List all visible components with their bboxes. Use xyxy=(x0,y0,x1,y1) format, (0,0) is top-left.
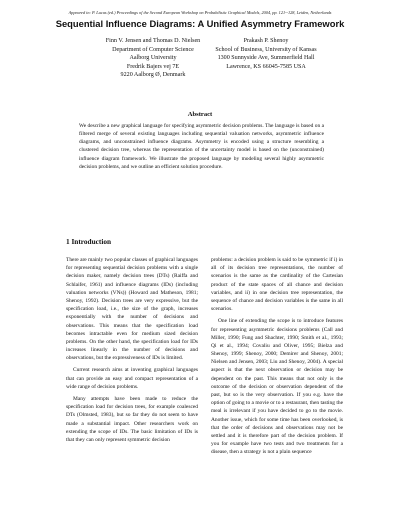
abstract-heading: Abstract xyxy=(187,111,213,118)
left-column xyxy=(66,256,198,444)
author-names: Finn V. Jensen and Thomas D. Nielsen xyxy=(105,38,201,44)
author-section xyxy=(0,37,400,97)
affiliation-line: School of Business, University of Kansas xyxy=(215,46,317,53)
paragraph: problems: a decision problem is said to be symmetric if i) in all of its decision tree representations, the number of scenarios is the same as the cardinality of the Cartesian product of the state spaces of all chance and decision variables, and ii) in one decision tree representation, the sequence of chance and decision variables is the same in all scenarios. xyxy=(211,257,343,313)
affiliation-line: Lawrence, KS 66045-7585 USA xyxy=(226,63,306,70)
running-head: Appeared in: P. Lucas (ed.) Proceedings of the Second European Workshop on Probabilistic Graphical Models, 2004, pp. 121--128, Leiden, Netherlands xyxy=(68,10,332,15)
affiliation-line: Fredrik Bajers vej 7E xyxy=(126,63,180,70)
right-column xyxy=(211,256,343,457)
paragraph: There are mainly two popular classes of graphical languages for representing sequential decision problems with a single decision maker, namely decision trees (DTs) (Raiffa and Schlaifer, 1961) and influence diagrams (IDs) (including valuation networks (VNs)) (Howard and Matheson, 1981; Shenoy, 1992). Decision trees are very expressive, but the specification load, i.e., the size of the graph, increases exponentially with the number of decisions and observations. This means that the specification load becomes intractable even for medium sized decision problems. On the other hand, the specification load for IDs increases linearly in the number of decisions and observations, but the expressiveness of IDs is limited. xyxy=(66,257,198,362)
author-block-2 xyxy=(206,37,326,71)
affiliation-line: Aalborg University xyxy=(129,55,177,61)
abstract-text: We describe a new graphical language for specifying asymmetric decision problems. The language is based on a filtered merge of several existing languages including sequential valuation networks, asymmetric influence diagrams, and unconstrained influence diagrams. Asymmetry is encoded using a structure resembling a clustered decision tree, whereas the representation of the uncertainty model is based on the (unconstrained) influence diagram framework. We illustrate the proposed language by modeling several highly asymmetric decision problems, and we outline an efficient solution procedure. xyxy=(79,123,324,170)
paragraph: Current research aims at inventing graphical languages that can provide an easy and compact representation of a wide range of decision problems. xyxy=(66,367,198,390)
section-heading: 1 Introduction xyxy=(66,237,112,246)
author-names: Prakash P. Shenoy xyxy=(243,38,289,44)
abstract xyxy=(79,122,324,171)
author-block-1 xyxy=(98,37,208,80)
paragraph: One line of extending the scope is to introduce features for representing asymmetric decisions problems (Call and Miller, 1990; Fung and Shachter, 1990; Smith et al., 1993; Qi et al., 1994; Covaliu and Oliver, 1995; Bielza and Shenoy, 1999; Shenoy, 2000; Demirer and Shenoy, 2001; Nielsen and Jensen, 2003; Liu and Shenoy, 2004). A special aspect is that the next observation or decision may be dependent on the past. This means that not only is the outcome of the decision or observation dependent of the past, but so is the very observation. If you e.g. have the option of going to a movie or to a restaurant, then tasting the meal is irrelevant if you have decided to go to the movie. Another issue, which for some time has been overlooked, is that the order of decisions and observations may not be settled and it is therefore part of the decision problem. If you for example have two tests and two treatments for a disease, then a strategy is not a plain sequence xyxy=(211,318,343,456)
paper-title: Sequential Influence Diagrams: A Unified Asymmetry Framework xyxy=(55,18,345,29)
affiliation-line: 9220 Aalborg Ø, Denmark xyxy=(120,72,186,78)
affiliation-line: 1300 Sunnyside Ave, Summerfield Hall xyxy=(217,55,315,61)
paragraph: Many attempts have been made to reduce the specification load for decision trees, for example coalesced DTs (Olmsted, 1983), but so far they do not seem to have made a substantial impact. Other researchers work on extending the scope of IDs. The basic limitation of IDs is that they can only represent symmetric decision xyxy=(66,396,198,443)
affiliation-line: Department of Computer Science xyxy=(112,46,194,53)
